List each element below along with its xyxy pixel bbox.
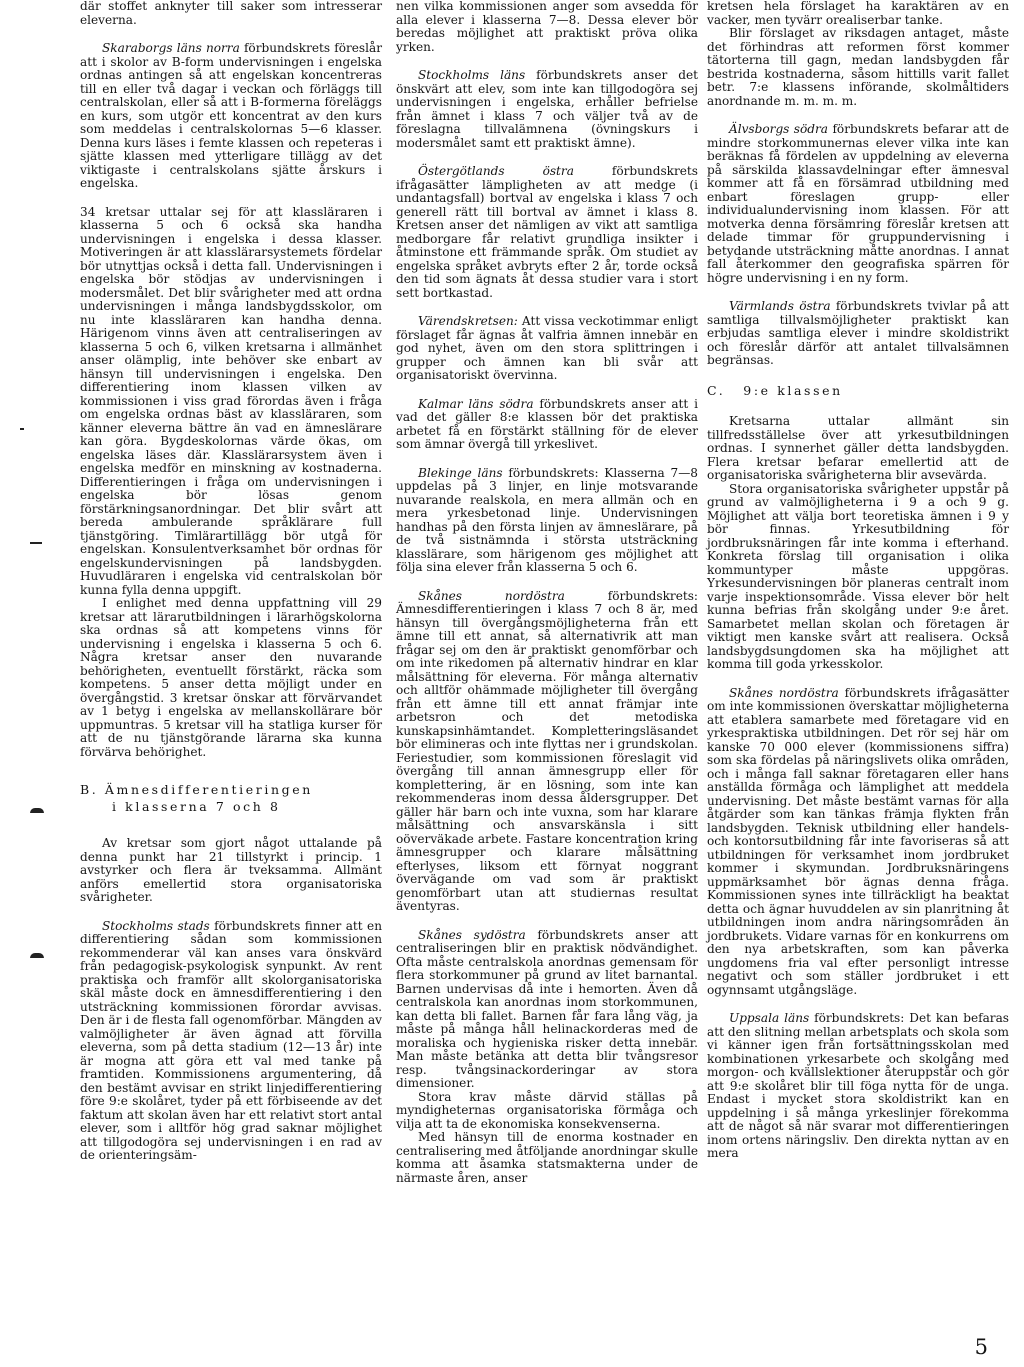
section-heading-line: B. Ämnesdifferentieringen [80,782,313,797]
paragraph: Av kretsar som gjort något uttalande på denna punkt har 21 tillstyrkt i princip. 1 avstyrker och flera är tveksamma. Allmänt anförs emellertid stora organisatoriska svårigheter. [80,836,382,904]
paragraph-text: förbundskrets: Det kan befaras att den slitning mellan arbetsplats och skola som vi känner igen från fortsättningsskolan med kombinationen yrkesarbete och skolgång med morgon- och kvällslektioner återuppstår och gör att 9:e skolåret blir till föga nytta för de unga. Endast i mycket stora skoldistrikt kan en uppdelning i så många yrkeslinjer förekomma att de något så när svarar mot differentieringen inom ortens näringsliv. Den direkta nyttan av en mera [707,1011,1009,1160]
paragraph [707,300,1009,368]
paragraph: Kretsarna uttalar allmänt sin tillfredsställelse över att yrkesutbildningen ordnas. I synnerhet gäller detta landsbygden. Flera kretsar befarar emellertid att de organisatoriska svårigheterna blir avsevärda. [707,414,1009,482]
paragraph-text: Att vissa veckotimmar enligt förslaget får ägnas åt valfria ämnen innebär en god nyhet, även om den stora splittringen i grupper och ämnen kan bli svår att organisatoriskt övervinna. [396,314,698,382]
column-2 [396,0,698,1200]
paragraph [396,398,698,452]
page-number: 5 [974,1335,988,1359]
district-name: Skånes nordöstra [418,588,565,603]
scan-mark [30,542,42,544]
column-1 [80,0,382,1178]
paragraph [396,590,698,914]
paragraph [396,165,698,300]
section-heading-label: C. [707,382,726,398]
paragraph-text: förbundskrets föreslår att i skolor av B-form undervisningen i engelska ordnas antingen så att engelskan koncentreras till en eller två dagar i veckan och förläggs till centralskolan, eller så att i B-formerna föreläggs en kurs, som utgör ett koncentrat av den kurs som meddelas i centralskolornas 5—6 klasser. Denna kurs läses i femte klassen och repeteras i sjätte klassen med ytterligare tillägg av det viktigaste i centralskolans sjätte årskurs i engelska. [80,41,383,190]
paragraph [707,1012,1009,1161]
paragraph [707,687,1009,998]
paragraph-text: förbundskrets finner att en differentiering sådan som kommissionen rekommenderar väl kan anses vara önskvärd från pedagogisk-psykologisk synpunkt. Av rent praktiska och framför allt skolorganisatoriska skäl måste dock en ämnesdifferentiering i den utsträckning kommissionen förordar avvisas. Den är i de flesta fall ogenomförbar. Mängden av valmöjligheter är även ägnad att förvilla eleverna, som på detta stadium (12—13 år) inte är mogna att göra ett val med tanke på framtiden. Kommissionens argumentering, då den bestämt avvisar en strikt linjedifferentiering före 9:e skolåret, tyder på ett förbiseende av det faktum att skolan även har ett relativt stort antal elever, som i alltför hög grad saknar möjlighet att tillgodogöra sej undervisningen i en rad av de orienteringsäm- [80,918,382,1162]
paragraph [80,920,382,1163]
paragraph: I enlighet med denna uppfattning vill 29 kretsar att lärarutbildningen i lärarhögskolorna ska ordnas så att kompetens vinns för undervisning i engelska i klasserna 5 och 6. Några kretsar anser den nuvarande behörigheten, eventuellt förstärkt, räcka som kompetens. 5 anser detta möjligt under en övergångstid. 3 kretsar önskar att förvärvandet av 1 betyg i engelska av mellanskollärare bör uppmuntras. 5 kretsar vill ha statliga kurser för att de nu tjänstgörande lärarna ska kunna förvärva behörighet. [80,596,382,759]
section-heading-text: 9:e klassen [743,382,843,398]
paragraph-text: förbundskrets: Ämnesdifferentieringen i klass 7 och 8 är, med hänsyn till övergångsmöjligheterna från ett ämne till ett annat, så alternativrik att man frågar sej om den är praktiskt genomförbar och om inte rikedomen på alternativ hindrar en klar målsättning för eleverna. För många alternativ och alltför ohämmade möjligheter till övergång från ett ämne till ett annat främjar inte arbetsron och det metodiska kunskapsinhämtandet. Kompletteringsläsandet bör elimineras och inte flyttas ner i grundskolan. Feriestudier, som kommissionen föreslagit vid övergång till annan ämnesgrupp eller för komplettering, är en lösning, som inte kan rekommenderas inom dessa åldersgrupper. Det gäller här barn och inte vuxna, som har klarare målsättning och ansvarskänsla i sitt oöverväkade arbete. Fastare koncentration kring ämnesgrupper och klarare målsättning efterlyses, liksom ett förnyat noggrant övervägande om vad som är praktiskt genomförbart utan att studiernas resultat äventyras. [396,588,698,913]
section-heading-line: i klasserna 7 och 8 [112,799,281,814]
district-name: Kalmar läns södra [418,396,534,411]
paragraph-text: förbundskrets ifrågasätter om inte kommissionen överskattar möjligheterna att etablera samarbete med företagare vid en yrkespraktiska utbildningen. Det rör sej här om kanske 70 000 elever (kommissionens siffra) som ska fördelas på näringslivets olika områden, och i många fall saknar företagaren eller hans anställda förmåga och lämplighet att meddela undervisning. Det måste bestämt varnas för alla åtgärder som kan tänkas främja flykten från landsbygden. Teknisk utbildning eller handels- och kontorsutbildning får inte favoriseras så att utbildningen för verksamhet inom jordbruket kommer i skymundan. Jordbruksnäringens uppmärksamhet bör ägnas denna fråga. Kommissionen synes inte tillräckligt ha beaktat detta och ägnar huvuddelen av sin planritning åt utbildningen inom andra näringsområden än jordbrukets. Vidare varnas för en konkurrens om den nya arbetskraften, som kan påverka ungdomens fria val efter personligt intresse negativt och som ställer jordbruket i ett ogynnsamt utgångsläge. [707,685,1009,997]
paragraph-text: förbundskrets ifrågasätter lämpligheten av att medge (i undantagsfall) bortval av engelska i klass 7 och generell rätt till bortval av ämnet i klass 8. Kretsen anser det nämligen av vikt att samtliga medborgare får relativt grundliga insikter i åtminstone ett främmande språk. Om studiet av engelska språket avbryts efter 2 år, torde också den tid som ägnats åt dessa studier vara i stort sett bortkastad. [396,164,698,300]
scan-mark [20,428,24,430]
district-name: Älvsborgs södra [729,122,829,136]
paragraph: Stora krav måste därvid ställas på myndigheternas organisatoriska förmåga och vilja att ta de ekonomiska konsekvenserna. [396,1089,698,1131]
district-name: Blekinge läns [418,465,503,480]
paragraph: Stora organisatoriska svårigheter uppstår på grund av valmöjligheterna i 9 a och 9 g. Möjlighet att välja bort teoretiska ämnen i 9 y bör finnas. Yrkesutbildning för jordbruksnäringen får inte komma i efterhand. Konkreta förslag till organisation i olika kommuntyper måste uppgöras. Yrkesundervisningen bör planeras centralt inom varje inspektionsområde. Vissa elever bör helt kunna befrias från skolgång under 9:e året. Samarbetet mellan skolan och företagen är viktigt men kanske svårt att realisera. Också landsbygdsungdomen ska ha möjlighet att komma till goda yrkesskolor. [707,481,1009,671]
paragraph [707,123,1009,285]
paragraph [80,42,382,191]
paragraph: kretsen hela förslaget ha karaktären av en vacker, men tyvärr orealiserbar tanke. [707,0,1009,27]
section-heading-b [80,781,382,815]
section-heading-c [707,384,1009,398]
paragraph-text: förbundskrets anser att centraliseringen blir en praktisk nödvändighet. Ofta måste centralskola anordnas gemensam för flera storkommuner på grund av litet barnantal. Barnen undervisas då inte i hemorten. Även då centralskola kan anordnas inom storkommunen, kan detta bli fallet. Barnen får fara lång väg, ja måste på många håll helinackorderas med de moraliska och hygieniska risker detta innebär. Man måste betänka att detta blir tvångsresor resp. tvångsinackorderingar av stora dimensioner. [396,927,698,1090]
paragraph: där stoffet anknyter till saker som intresserar eleverna. [80,0,382,27]
paragraph-text: förbundskrets anser det önskvärt att elev, som inte kan tillgodogöra sej undervisningen i engelska, erhåller befrielse från ämnet i klass 7 och väljer två av de föreslagna tillvalämnena (övningskurs i modersmålet samt ett praktiskt ämne). [396,68,698,150]
paragraph-text: förbundskrets: Klasserna 7—8 uppdelas på 3 linjer, en linje motsvarande nuvarande realskola, en mera allmän och en mera yrkesbetonad linje. Undervisningen handhas på den första linjen av ämneslärare, på de två sistnämnda i största utsträckning klasslärare, som härigenom ges möjlighet att följa sina elever från klasserna 5 och 6. [396,465,698,574]
district-name: Stockholms läns [418,68,526,82]
paragraph [396,315,698,383]
district-name: Östergötlands östra [418,164,574,178]
district-name: Skånes sydöstra [418,927,526,942]
scan-mark [30,953,44,958]
paragraph [396,69,698,150]
paragraph-text: förbundskrets tvivlar på att samtliga tillvalsmöjligheter praktiskt kan erbjudas samtliga elever i mindre skoldistrikt och föreslår därför att antalet tillvalsämnen begränsas. [707,299,1009,367]
paragraph-text: förbundskrets befarar att de mindre storkommunernas elever vilka inte kan beräknas få fördelen av uppdelning av eleverna på särskilda klassavdelningar efter ämnesval kommer att få en försämrad utbildning med enbart föreslagen grupp- eller individualundervisning inom klassen. För att motverka denna försämring föreslår kretsen att delade timmar för gruppundervisning i betydande utsträckning måtte anordnas. I annat fall återkommer den geografiska spärren för högre undervisning i en ny form. [707,122,1009,285]
paragraph: Med hänsyn till de enorma kostnader en centralisering med åtföljande anordningar skulle komma att åsamka statsmakterna under de närmaste åren, anser [396,1130,698,1185]
district-name: Skaraborgs läns norra [102,41,240,55]
paragraph: 34 kretsar uttalar sej för att klassläraren i klasserna 5 och 6 också ska handha undervisningen i engelska i dessa klasser. Motiveringen är att klasslärarsystemets fördelar bör utnyttjas också i detta fall. Undervisningen i engelska bör stödjas av undervisningen i modersmålet. Det blir svårigheter med att ordna undervisningen i många landsbygdsskolor, om nu inte klassläraren kan handha denna. Härigenom vinns även att centraliseringen av klasserna 5 och 6, vilken kretsarna i allmänhet anser olämplig, inte behöver ske enbart av hänsyn till undervisningen i engelska. Den differentiering inom klassen vilken av kommissionen i viss grad förordas även i fråga om engelska ordnas bäst av klassläraren, som känner eleverna bättre än vad en ämneslärare kan göra. Bygdeskolornas värde ökas, om engelska läses där. Klasslärarsystem även i engelska medför en minskning av kostnaderna. Differentieringen i fråga om undervisningen i engelska bör lösas genom förstärkningsanordningar. Det blir svårt att bereda ambulerande språklärare full tjänstgöring. Timlärartillägg bör utgå för engelskan. Konsulentverksamhet bör ordnas för engelskundervisningen på landsbygden. Huvudläraren i engelska vid centralskolan bör kunna fylla denna uppgift. [80,204,382,597]
paragraph: Blir förslaget av riksdagen antaget, måste det förhindras att reformen först kommer tätorterna till gagn, medan landsbygden får bestrida kostnaderna, såsom hittills varit fallet betr. 7:e klassens införande, skolmåltiders anordnande m. m. m. m. [707,26,1009,108]
scan-mark [30,808,44,813]
paragraph-text: förbundskrets anser att i vad det gäller 8:e klassen bör det praktiska arbetet få en förstärkt ställning för de elever som ämnar övergå till yrkeslivet. [396,396,698,451]
column-3 [707,0,1009,1176]
district-name: Stockholms stads [102,918,210,933]
district-name: Skånes nordöstra [729,685,839,700]
district-name: Uppsala läns [729,1011,810,1025]
paragraph [396,929,698,1091]
paragraph: nen vilka kommissionen anger som avsedda för alla elever i klasserna 7—8. Dessa elever bör beredas möjlighet att praktiskt pröva olika yrken. [396,0,698,54]
district-name: Värmlands östra [729,299,831,313]
district-name: Värendskretsen: [418,314,518,328]
paragraph [396,467,698,575]
